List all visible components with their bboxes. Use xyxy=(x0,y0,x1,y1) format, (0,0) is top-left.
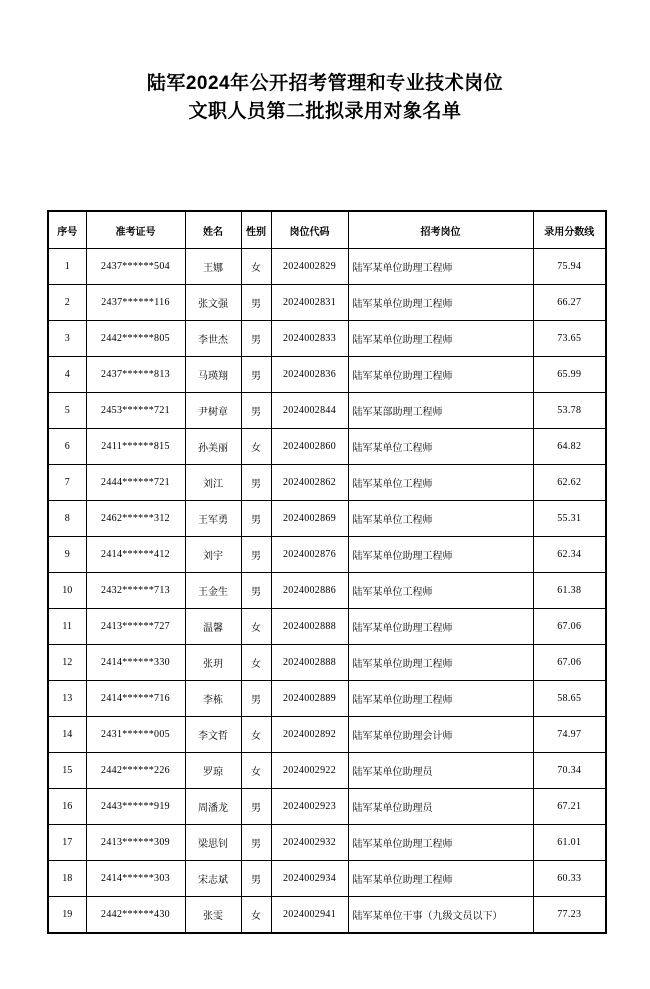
table-header-row xyxy=(48,211,606,249)
cell-name: 张文强 xyxy=(185,285,241,321)
cell-score: 70.34 xyxy=(533,753,606,789)
column-header-name: 姓名 xyxy=(185,211,241,249)
cell-position-code: 2024002932 xyxy=(271,825,348,861)
cell-ticket-number: 2414******303 xyxy=(86,861,185,897)
cell-score: 55.31 xyxy=(533,501,606,537)
table-row xyxy=(48,681,606,717)
cell-gender: 女 xyxy=(241,645,271,681)
column-header-gender: 性别 xyxy=(241,211,271,249)
cell-ticket-number: 2411******815 xyxy=(86,429,185,465)
cell-name: 王金生 xyxy=(185,573,241,609)
cell-ticket-number: 2432******713 xyxy=(86,573,185,609)
cell-position: 陆军某单位工程师 xyxy=(348,465,533,501)
cell-ticket-number: 2414******716 xyxy=(86,681,185,717)
table-row xyxy=(48,357,606,393)
cell-name: 宋志斌 xyxy=(185,861,241,897)
cell-index: 2 xyxy=(48,285,86,321)
column-header-position: 招考岗位 xyxy=(348,211,533,249)
cell-name: 罗琼 xyxy=(185,753,241,789)
cell-name: 王军勇 xyxy=(185,501,241,537)
cell-ticket-number: 2453******721 xyxy=(86,393,185,429)
cell-score: 60.33 xyxy=(533,861,606,897)
cell-index: 10 xyxy=(48,573,86,609)
cell-score: 65.99 xyxy=(533,357,606,393)
cell-gender: 男 xyxy=(241,465,271,501)
cell-ticket-number: 2437******813 xyxy=(86,357,185,393)
cell-position-code: 2024002831 xyxy=(271,285,348,321)
cell-gender: 女 xyxy=(241,897,271,934)
table-row xyxy=(48,249,606,285)
cell-position: 陆军某单位助理工程师 xyxy=(348,357,533,393)
page-title-line-2: 文职人员第二批拟录用对象名单 xyxy=(188,101,462,122)
cell-position-code: 2024002923 xyxy=(271,789,348,825)
cell-position-code: 2024002836 xyxy=(271,357,348,393)
cell-gender: 女 xyxy=(241,609,271,645)
cell-position: 陆军某单位助理工程师 xyxy=(348,645,533,681)
cell-name: 刘宇 xyxy=(185,537,241,573)
cell-gender: 女 xyxy=(241,753,271,789)
cell-gender: 男 xyxy=(241,537,271,573)
cell-position-code: 2024002941 xyxy=(271,897,348,934)
cell-position-code: 2024002888 xyxy=(271,645,348,681)
cell-ticket-number: 2437******504 xyxy=(86,249,185,285)
cell-gender: 男 xyxy=(241,825,271,861)
cell-index: 18 xyxy=(48,861,86,897)
cell-position: 陆军某单位工程师 xyxy=(348,501,533,537)
cell-gender: 男 xyxy=(241,357,271,393)
cell-position-code: 2024002860 xyxy=(271,429,348,465)
cell-position-code: 2024002892 xyxy=(271,717,348,753)
cell-score: 67.06 xyxy=(533,645,606,681)
cell-index: 1 xyxy=(48,249,86,285)
cell-name: 张雯 xyxy=(185,897,241,934)
column-header-score-line: 录用分数线 xyxy=(533,211,606,249)
table-row xyxy=(48,429,606,465)
cell-name: 梁思钊 xyxy=(185,825,241,861)
cell-position-code: 2024002862 xyxy=(271,465,348,501)
cell-position-code: 2024002934 xyxy=(271,861,348,897)
column-header-index: 序号 xyxy=(48,211,86,249)
cell-score: 73.65 xyxy=(533,321,606,357)
cell-index: 14 xyxy=(48,717,86,753)
cell-name: 李栋 xyxy=(185,681,241,717)
cell-index: 16 xyxy=(48,789,86,825)
table-row xyxy=(48,537,606,573)
cell-gender: 男 xyxy=(241,285,271,321)
cell-ticket-number: 2413******309 xyxy=(86,825,185,861)
cell-index: 8 xyxy=(48,501,86,537)
table-row xyxy=(48,753,606,789)
column-header-position-code: 岗位代码 xyxy=(271,211,348,249)
table-row xyxy=(48,717,606,753)
table-row xyxy=(48,501,606,537)
cell-gender: 男 xyxy=(241,501,271,537)
cell-position: 陆军某单位助理工程师 xyxy=(348,825,533,861)
table-row xyxy=(48,609,606,645)
cell-position-code: 2024002833 xyxy=(271,321,348,357)
cell-position: 陆军某单位助理工程师 xyxy=(348,285,533,321)
cell-ticket-number: 2462******312 xyxy=(86,501,185,537)
cell-position-code: 2024002886 xyxy=(271,573,348,609)
cell-score: 67.21 xyxy=(533,789,606,825)
cell-index: 9 xyxy=(48,537,86,573)
cell-ticket-number: 2413******727 xyxy=(86,609,185,645)
cell-index: 6 xyxy=(48,429,86,465)
cell-name: 李世杰 xyxy=(185,321,241,357)
table-row xyxy=(48,861,606,897)
cell-gender: 女 xyxy=(241,429,271,465)
cell-name: 刘江 xyxy=(185,465,241,501)
column-header-ticket: 准考证号 xyxy=(86,211,185,249)
table-row xyxy=(48,393,606,429)
cell-position: 陆军某单位工程师 xyxy=(348,573,533,609)
cell-score: 66.27 xyxy=(533,285,606,321)
cell-position: 陆军某单位助理员 xyxy=(348,789,533,825)
cell-position: 陆军某单位干事（九级文员以下） xyxy=(348,897,533,934)
cell-gender: 男 xyxy=(241,681,271,717)
cell-gender: 女 xyxy=(241,717,271,753)
cell-position: 陆军某单位助理工程师 xyxy=(348,321,533,357)
cell-position-code: 2024002844 xyxy=(271,393,348,429)
document-page xyxy=(0,70,650,989)
cell-position-code: 2024002888 xyxy=(271,609,348,645)
cell-index: 11 xyxy=(48,609,86,645)
cell-score: 61.01 xyxy=(533,825,606,861)
cell-index: 7 xyxy=(48,465,86,501)
cell-index: 15 xyxy=(48,753,86,789)
cell-gender: 男 xyxy=(241,573,271,609)
cell-position: 陆军某单位助理工程师 xyxy=(348,609,533,645)
cell-position: 陆军某单位助理员 xyxy=(348,753,533,789)
cell-ticket-number: 2443******919 xyxy=(86,789,185,825)
table-row xyxy=(48,465,606,501)
cell-name: 孙美丽 xyxy=(185,429,241,465)
cell-gender: 男 xyxy=(241,321,271,357)
cell-index: 13 xyxy=(48,681,86,717)
cell-position-code: 2024002869 xyxy=(271,501,348,537)
cell-name: 李文哲 xyxy=(185,717,241,753)
cell-position: 陆军某单位助理工程师 xyxy=(348,861,533,897)
cell-position: 陆军某单位助理工程师 xyxy=(348,681,533,717)
cell-gender: 男 xyxy=(241,861,271,897)
table-row xyxy=(48,573,606,609)
cell-ticket-number: 2442******805 xyxy=(86,321,185,357)
table-row xyxy=(48,285,606,321)
cell-position: 陆军某单位助理工程师 xyxy=(348,537,533,573)
cell-ticket-number: 2437******116 xyxy=(86,285,185,321)
cell-index: 17 xyxy=(48,825,86,861)
cell-ticket-number: 2414******330 xyxy=(86,645,185,681)
cell-position-code: 2024002889 xyxy=(271,681,348,717)
table-row xyxy=(48,321,606,357)
table-row xyxy=(48,789,606,825)
page-title xyxy=(0,70,650,126)
cell-ticket-number: 2442******226 xyxy=(86,753,185,789)
cell-index: 5 xyxy=(48,393,86,429)
cell-score: 53.78 xyxy=(533,393,606,429)
cell-name: 温馨 xyxy=(185,609,241,645)
cell-ticket-number: 2431******005 xyxy=(86,717,185,753)
cell-index: 4 xyxy=(48,357,86,393)
cell-score: 67.06 xyxy=(533,609,606,645)
cell-index: 12 xyxy=(48,645,86,681)
table-row xyxy=(48,825,606,861)
cell-score: 62.34 xyxy=(533,537,606,573)
cell-ticket-number: 2444******721 xyxy=(86,465,185,501)
cell-name: 尹树章 xyxy=(185,393,241,429)
page-title-line-1: 陆军2024年公开招考管理和专业技术岗位 xyxy=(146,73,504,94)
cell-position: 陆军某部助理工程师 xyxy=(348,393,533,429)
cell-position: 陆军某单位工程师 xyxy=(348,429,533,465)
cell-score: 75.94 xyxy=(533,249,606,285)
cell-position: 陆军某单位助理工程师 xyxy=(348,249,533,285)
table-row xyxy=(48,645,606,681)
cell-score: 58.65 xyxy=(533,681,606,717)
cell-score: 62.62 xyxy=(533,465,606,501)
cell-gender: 男 xyxy=(241,789,271,825)
cell-gender: 女 xyxy=(241,249,271,285)
cell-score: 61.38 xyxy=(533,573,606,609)
cell-position-code: 2024002876 xyxy=(271,537,348,573)
cell-index: 19 xyxy=(48,897,86,934)
roster-table xyxy=(47,210,607,934)
cell-ticket-number: 2442******430 xyxy=(86,897,185,934)
cell-gender: 男 xyxy=(241,393,271,429)
cell-ticket-number: 2414******412 xyxy=(86,537,185,573)
cell-position-code: 2024002922 xyxy=(271,753,348,789)
cell-name: 王娜 xyxy=(185,249,241,285)
cell-score: 77.23 xyxy=(533,897,606,934)
cell-name: 张玥 xyxy=(185,645,241,681)
cell-name: 周潘龙 xyxy=(185,789,241,825)
table-row xyxy=(48,897,606,934)
cell-name: 马瑛翔 xyxy=(185,357,241,393)
cell-score: 64.82 xyxy=(533,429,606,465)
cell-score: 74.97 xyxy=(533,717,606,753)
table-body xyxy=(48,249,606,934)
cell-position-code: 2024002829 xyxy=(271,249,348,285)
cell-position: 陆军某单位助理会计师 xyxy=(348,717,533,753)
cell-index: 3 xyxy=(48,321,86,357)
